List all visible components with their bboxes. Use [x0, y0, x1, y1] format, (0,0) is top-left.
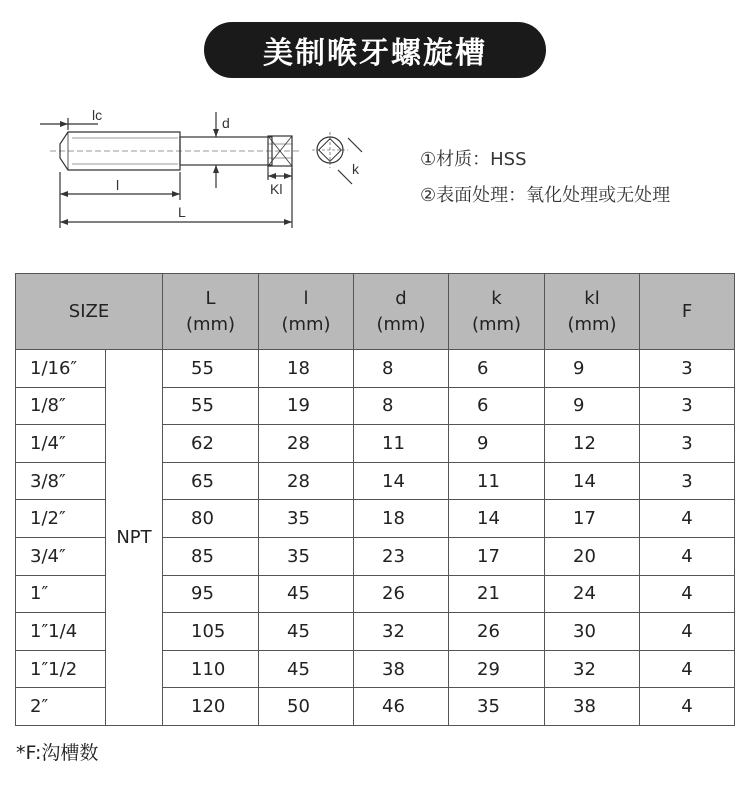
- cell-L: 85: [163, 537, 259, 575]
- cell-k: 11: [449, 462, 545, 500]
- cell-l: 50: [259, 688, 354, 726]
- cell-d: 32: [354, 613, 449, 651]
- cell-size: 1″1/4: [16, 613, 106, 651]
- label-l: l: [116, 177, 120, 193]
- cell-L: 80: [163, 500, 259, 538]
- header-l: l (mm): [259, 274, 354, 350]
- cell-F: 4: [640, 650, 735, 688]
- cell-size: 2″: [16, 688, 106, 726]
- table-row: [16, 350, 735, 388]
- cell-k: 29: [449, 650, 545, 688]
- cell-k: 6: [449, 350, 545, 388]
- cell-d: 23: [354, 537, 449, 575]
- cell-k: 26: [449, 613, 545, 651]
- cell-F: 4: [640, 575, 735, 613]
- spec-surface-treatment: ②表面处理：氧化处理或无处理: [420, 185, 671, 206]
- header-d: d (mm): [354, 274, 449, 350]
- cell-F: 3: [640, 350, 735, 388]
- cell-kl: 32: [545, 650, 640, 688]
- tap-dimension-diagram: [30, 100, 390, 235]
- cell-kl: 24: [545, 575, 640, 613]
- cell-size: 1/16″: [16, 350, 106, 388]
- cell-size: 3/8″: [16, 462, 106, 500]
- cell-F: 4: [640, 688, 735, 726]
- size-table: [15, 273, 735, 726]
- type-label-cell: NPT: [106, 350, 163, 726]
- cell-d: 8: [354, 387, 449, 425]
- cell-kl: 14: [545, 462, 640, 500]
- cell-k: 21: [449, 575, 545, 613]
- label-L: L: [178, 204, 186, 220]
- cell-k: 14: [449, 500, 545, 538]
- cell-kl: 9: [545, 387, 640, 425]
- cell-l: 19: [259, 387, 354, 425]
- cell-l: 35: [259, 500, 354, 538]
- cell-l: 45: [259, 575, 354, 613]
- cell-F: 4: [640, 500, 735, 538]
- cell-d: 38: [354, 650, 449, 688]
- cell-l: 18: [259, 350, 354, 388]
- cell-l: 28: [259, 462, 354, 500]
- cell-L: 105: [163, 613, 259, 651]
- cell-d: 14: [354, 462, 449, 500]
- cell-L: 110: [163, 650, 259, 688]
- cell-l: 28: [259, 425, 354, 463]
- cell-l: 35: [259, 537, 354, 575]
- label-k: k: [352, 161, 359, 177]
- header-k: k (mm): [449, 274, 545, 350]
- cell-d: 18: [354, 500, 449, 538]
- cell-kl: 38: [545, 688, 640, 726]
- cell-L: 120: [163, 688, 259, 726]
- cell-F: 3: [640, 462, 735, 500]
- label-d: d: [222, 115, 230, 131]
- cell-L: 65: [163, 462, 259, 500]
- header-F: F: [640, 274, 735, 350]
- cell-kl: 30: [545, 613, 640, 651]
- cell-size: 1/4″: [16, 425, 106, 463]
- cell-d: 8: [354, 350, 449, 388]
- cell-kl: 12: [545, 425, 640, 463]
- cell-k: 9: [449, 425, 545, 463]
- spec-material: ①材质：HSS: [420, 149, 527, 170]
- cell-size: 1″: [16, 575, 106, 613]
- cell-L: 55: [163, 387, 259, 425]
- cell-k: 6: [449, 387, 545, 425]
- cell-L: 55: [163, 350, 259, 388]
- page-title: 美制喉牙螺旋槽: [204, 22, 546, 78]
- cell-size: 1″1/2: [16, 650, 106, 688]
- cell-size: 1/8″: [16, 387, 106, 425]
- cell-L: 62: [163, 425, 259, 463]
- cell-F: 3: [640, 425, 735, 463]
- header-kl: kl (mm): [545, 274, 640, 350]
- header-size: SIZE: [16, 274, 163, 350]
- cell-d: 26: [354, 575, 449, 613]
- cell-k: 17: [449, 537, 545, 575]
- cell-k: 35: [449, 688, 545, 726]
- cell-F: 4: [640, 537, 735, 575]
- cell-d: 46: [354, 688, 449, 726]
- spec-list: [420, 142, 670, 214]
- label-kl: Kl: [270, 181, 283, 197]
- cell-kl: 20: [545, 537, 640, 575]
- cell-kl: 9: [545, 350, 640, 388]
- cell-L: 95: [163, 575, 259, 613]
- header-L: L (mm): [163, 274, 259, 350]
- cell-l: 45: [259, 650, 354, 688]
- table-header-row: [16, 274, 735, 350]
- footnote: *F:沟槽数: [16, 742, 99, 764]
- cell-l: 45: [259, 613, 354, 651]
- cell-kl: 17: [545, 500, 640, 538]
- cell-F: 4: [640, 613, 735, 651]
- cell-size: 1/2″: [16, 500, 106, 538]
- cell-d: 11: [354, 425, 449, 463]
- cell-size: 3/4″: [16, 537, 106, 575]
- cell-F: 3: [640, 387, 735, 425]
- label-lc: lc: [92, 107, 103, 123]
